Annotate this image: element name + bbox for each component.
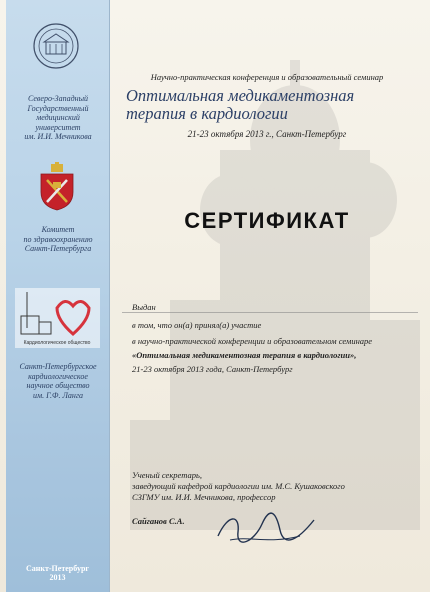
committee-name: Комитет по здравоохранению Санкт-Петербурга — [23, 225, 93, 253]
body-line-4: 21-23 октября 2013 года, Санкт-Петербург — [132, 364, 293, 374]
event-title-line-1: Оптимальная медикаментозная — [126, 86, 355, 105]
certificate-title: СЕРТИФИКАТ — [184, 208, 350, 233]
name-line — [122, 312, 418, 313]
issued-label: Выдан — [132, 302, 156, 312]
cardiology-society-logo-icon — [15, 288, 100, 348]
society-name: Санкт-Петербургское кардиологическое научное общество им. Г.Ф. Ланга — [19, 362, 97, 400]
event-date-place: 21-23 октября 2013 г., Санкт-Петербург — [187, 129, 347, 139]
coat-of-arms-icon — [37, 162, 77, 212]
body-line-3: «Оптимальная медикаментозная терапия в кардиологии», — [132, 350, 357, 360]
role-line-2: заведующий кафедрой кардиологии им. М.С. Кушаковского — [132, 481, 345, 491]
city-year: Санкт-Петербург 2013 — [25, 564, 90, 582]
university-seal-icon — [32, 22, 80, 70]
role-line-1: Ученый секретарь, — [132, 470, 202, 480]
role-line-3: СЗГМУ им. И.И. Мечникова, профессор — [132, 492, 276, 502]
body-line-2: в научно-практической конференции и образовательном семинаре — [132, 336, 373, 346]
event-type: Научно-практическая конференция и образовательный семинар — [150, 72, 384, 82]
body-line-1: в том, что он(а) принял(а) участие — [132, 320, 262, 330]
university-name: Северо-Западный Государственный медицинский университет им. И.И. Мечникова — [24, 94, 92, 141]
signer-name: Сайганов С.А. — [132, 516, 185, 526]
svg-text:Кардиологическое общество: Кардиологическое общество — [23, 340, 91, 346]
event-title-line-2: терапия в кардиологии — [126, 104, 288, 123]
